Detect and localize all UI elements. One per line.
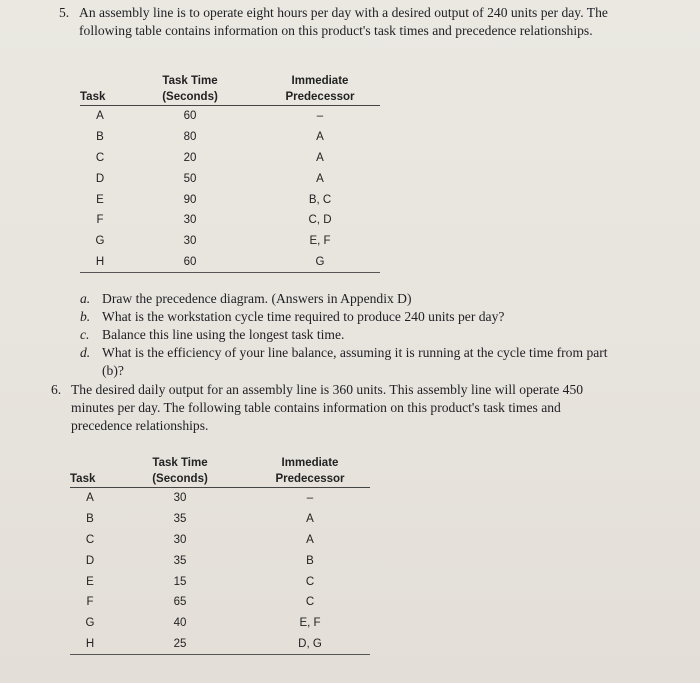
header-predecessor-line1: Immediate <box>291 75 349 87</box>
predecessor-cell: – <box>306 492 314 505</box>
time-cell: 50 <box>183 172 197 185</box>
question-a <box>80 290 620 308</box>
task-cell: G <box>85 617 95 630</box>
time-cell: 30 <box>183 214 197 227</box>
header-task-time-line1: Task Time <box>152 457 208 469</box>
problem-5 <box>59 4 619 40</box>
task-cell: F <box>96 214 104 227</box>
time-cell: 40 <box>173 617 187 630</box>
table-row <box>70 488 370 509</box>
predecessor-cell: E, F <box>309 235 331 248</box>
predecessor-cell: A <box>316 151 324 164</box>
header-task: Task <box>70 473 96 485</box>
table-row <box>70 613 370 634</box>
question-text: What is the workstation cycle time required to produce 240 units per day? <box>102 309 505 324</box>
time-cell: 25 <box>173 637 187 650</box>
task-cell: H <box>85 637 95 650</box>
header-predecessor-line2: Predecessor <box>275 473 345 485</box>
time-cell: 60 <box>183 110 197 123</box>
predecessor-cell: C <box>305 596 315 609</box>
predecessor-cell: G <box>315 255 325 268</box>
question-label: c. <box>80 327 90 342</box>
header-task-time-line2: (Seconds) <box>152 473 208 485</box>
table-row <box>70 530 370 551</box>
predecessor-cell: A <box>306 533 314 546</box>
task-cell: E <box>86 575 94 588</box>
header-predecessor-line2: Predecessor <box>285 91 355 103</box>
time-cell: 90 <box>183 193 197 206</box>
task-cell: C <box>95 151 105 164</box>
table-row <box>80 148 380 169</box>
header-predecessor <box>250 455 370 488</box>
time-cell: 30 <box>173 492 187 505</box>
task-cell: A <box>96 110 104 123</box>
question-text: Draw the precedence diagram. (Answers in Appendix D) <box>102 291 412 306</box>
table-row <box>80 210 380 231</box>
time-cell: 30 <box>183 235 197 248</box>
question-d <box>80 344 620 380</box>
question-b <box>80 308 620 326</box>
header-predecessor <box>260 73 380 106</box>
task-cell: B <box>96 131 104 144</box>
time-cell: 65 <box>173 596 187 609</box>
predecessor-cell: C, D <box>308 214 332 227</box>
question-label: a. <box>80 291 91 306</box>
table-row <box>70 509 370 530</box>
header-task-time-line1: Task Time <box>162 75 218 87</box>
problem-6-text: The desired daily output for an assembly line is 360 units. This assembly line will operate 450 minutes per day. The following table contains information on this product's task times and precedence relationships. <box>71 382 584 433</box>
question-text: What is the efficiency of your line balance, assuming it is running at the cycle time from part (b)? <box>102 345 608 378</box>
predecessor-cell: – <box>316 110 324 123</box>
question-label: d. <box>80 345 91 360</box>
table-row <box>80 127 380 148</box>
table-row <box>80 252 380 273</box>
time-cell: 60 <box>183 255 197 268</box>
problem-6 <box>51 381 611 435</box>
time-cell: 20 <box>183 151 197 164</box>
question-c <box>80 326 620 344</box>
problem-5-text: An assembly line is to operate eight hours per day with a desired output of 240 units per day. The following table contains information on this product's task times and precedence relationships. <box>79 5 608 38</box>
time-cell: 80 <box>183 131 197 144</box>
task-cell: H <box>95 255 105 268</box>
problem-6-table <box>70 455 370 655</box>
predecessor-cell: E, F <box>299 617 321 630</box>
predecessor-cell: A <box>316 131 324 144</box>
task-cell: B <box>86 513 94 526</box>
header-task-time <box>120 73 260 106</box>
task-cell: C <box>85 533 95 546</box>
time-cell: 35 <box>173 554 187 567</box>
problem-5-questions <box>80 290 620 380</box>
question-label: b. <box>80 309 91 324</box>
table-header-row <box>80 73 380 106</box>
predecessor-cell: B <box>306 554 314 567</box>
task-cell: E <box>96 193 104 206</box>
header-predecessor-line1: Immediate <box>281 457 339 469</box>
task-cell: A <box>86 492 94 505</box>
predecessor-cell: A <box>316 172 324 185</box>
header-task-time-line2: (Seconds) <box>162 91 218 103</box>
problem-6-number: 6. <box>51 382 62 397</box>
table-header-row <box>70 455 370 488</box>
time-cell: 30 <box>173 533 187 546</box>
table-row <box>70 634 370 655</box>
predecessor-cell: B, C <box>308 193 332 206</box>
task-cell: F <box>86 596 94 609</box>
table-row <box>80 106 380 127</box>
header-task: Task <box>80 91 106 103</box>
table-row <box>70 550 370 571</box>
task-cell: D <box>95 172 105 185</box>
table-row <box>70 571 370 592</box>
task-cell: G <box>95 235 105 248</box>
predecessor-cell: A <box>306 513 314 526</box>
problem-5-number: 5. <box>59 5 70 20</box>
predecessor-cell: D, G <box>298 637 322 650</box>
problem-5-table <box>80 73 380 273</box>
table-row <box>80 189 380 210</box>
header-task-time <box>110 455 250 488</box>
table-row <box>80 168 380 189</box>
task-cell: D <box>85 554 95 567</box>
time-cell: 15 <box>173 575 187 588</box>
time-cell: 35 <box>173 513 187 526</box>
table-row <box>80 231 380 252</box>
question-text: Balance this line using the longest task time. <box>102 327 345 342</box>
table-row <box>70 592 370 613</box>
predecessor-cell: C <box>305 575 315 588</box>
